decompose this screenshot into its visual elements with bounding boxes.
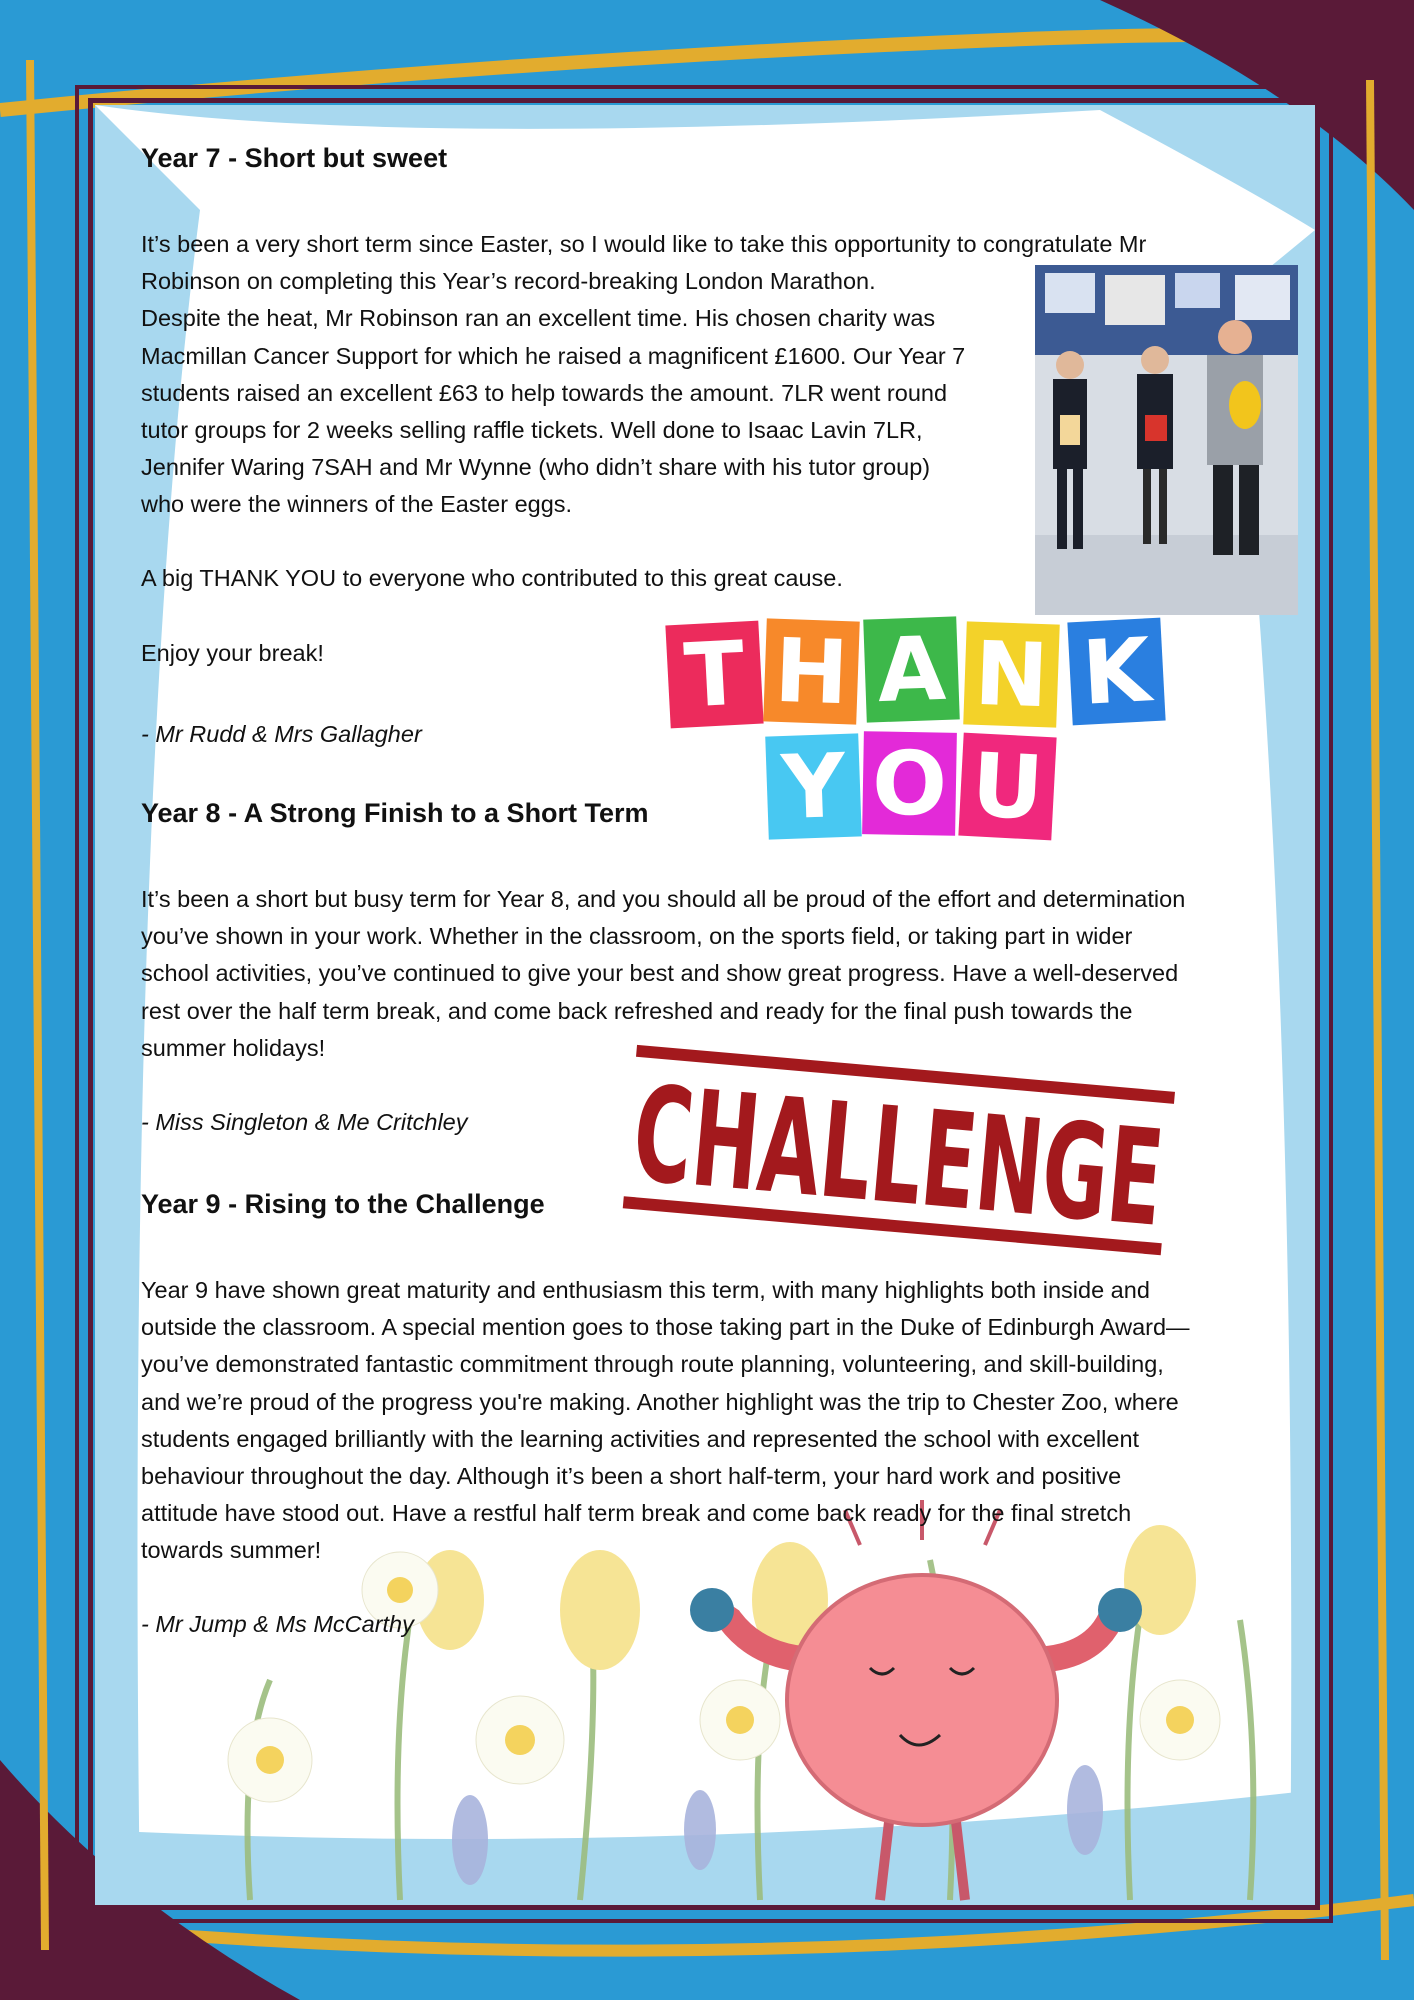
year9-line: you’ve demonstrated fantastic commitment through route planning, volunteering, and skill-building, xyxy=(141,1351,1164,1378)
thank-tile: A xyxy=(863,616,960,722)
year7-line: who were the winners of the Easter eggs. xyxy=(141,491,573,518)
year8-heading: Year 8 - A Strong Finish to a Short Term xyxy=(141,798,649,828)
year7-signature: - Mr Rudd & Mrs Gallagher xyxy=(141,721,422,747)
year7-line: Jennifer Waring 7SAH and Mr Wynne (who didn’t share with his tutor group) xyxy=(141,454,931,481)
year7-line: Macmillan Cancer Support for which he raised a magnificent £1600. Our Year 7 xyxy=(141,342,966,369)
year7-thanks: A big THANK YOU to everyone who contributed to this great cause. xyxy=(141,565,843,591)
thank-tile: H xyxy=(763,618,860,724)
year8-line: you’ve shown in your work. Whether in the classroom, on the sports field, or taking part in wider xyxy=(141,923,1133,950)
marathon-photo xyxy=(1035,265,1298,615)
year7-line: tutor groups for 2 weeks selling raffle tickets. Well done to Isaac Lavin 7LR, xyxy=(141,417,923,444)
thank-tile: N xyxy=(963,621,1060,727)
year9-body xyxy=(141,1272,1301,1570)
thank-tile: K xyxy=(1067,618,1165,726)
year9-line: students engaged brilliantly with the learning activities and represented the school with excellent xyxy=(141,1425,1140,1452)
year8-line: school activities, you’ve continued to give your best and show great progress. Have a well-deserved xyxy=(141,960,1179,987)
year8-line: summer holidays! xyxy=(141,1034,326,1061)
year9-line: outside the classroom. A special mention goes to those taking part in the Duke of Edinburgh Award— xyxy=(141,1314,1190,1341)
year9-line: Year 9 have shown great maturity and enthusiasm this term, with many highlights both inside and xyxy=(141,1277,1150,1303)
year9-line: towards summer! xyxy=(141,1537,322,1564)
challenge-text: CHALLENGE xyxy=(627,1056,1369,1274)
year9-signature: - Mr Jump & Ms McCarthy xyxy=(141,1611,414,1637)
photo-illustration xyxy=(1035,265,1298,615)
thank-you-graphic xyxy=(665,618,1195,858)
you-tile: Y xyxy=(765,733,862,839)
year8-signature: - Miss Singleton & Me Critchley xyxy=(141,1109,468,1135)
you-tile: U xyxy=(958,733,1056,841)
year9-heading: Year 9 - Rising to the Challenge xyxy=(141,1189,545,1219)
year8-line: rest over the half term break, and come back refreshed and ready for the final push towards the xyxy=(141,997,1133,1024)
challenge-stamp xyxy=(608,1040,1369,1280)
year9-line: behaviour throughout the day. Although it’s been a short half-term, your hard work and positive xyxy=(141,1463,1122,1490)
year8-line: It’s been a short but busy term for Year 8, and you should all be proud of the effort and determination xyxy=(141,886,1186,912)
year9-line: and we’re proud of the progress you're making. Another highlight was the trip to Chester Zoo, where xyxy=(141,1388,1179,1415)
year7-line: Robinson on completing this Year’s record-breaking London Marathon. xyxy=(141,268,876,295)
challenge-stamp-graphic xyxy=(608,1040,1369,1280)
thank-tile: T xyxy=(665,621,763,729)
you-tile: O xyxy=(862,731,957,836)
year7-line: students raised an excellent £63 to help towards the amount. 7LR went round xyxy=(141,379,948,406)
year7-line: It’s been a very short term since Easter, so I would like to take this opportunity to congratulate Mr xyxy=(141,231,1147,257)
year9-line: attitude have stood out. Have a restful half term break and come back ready for the final stretch xyxy=(141,1500,1132,1527)
year7-heading: Year 7 - Short but sweet xyxy=(141,143,448,173)
year7-enjoy: Enjoy your break! xyxy=(141,640,324,666)
year7-line: Despite the heat, Mr Robinson ran an excellent time. His chosen charity was xyxy=(141,305,936,332)
